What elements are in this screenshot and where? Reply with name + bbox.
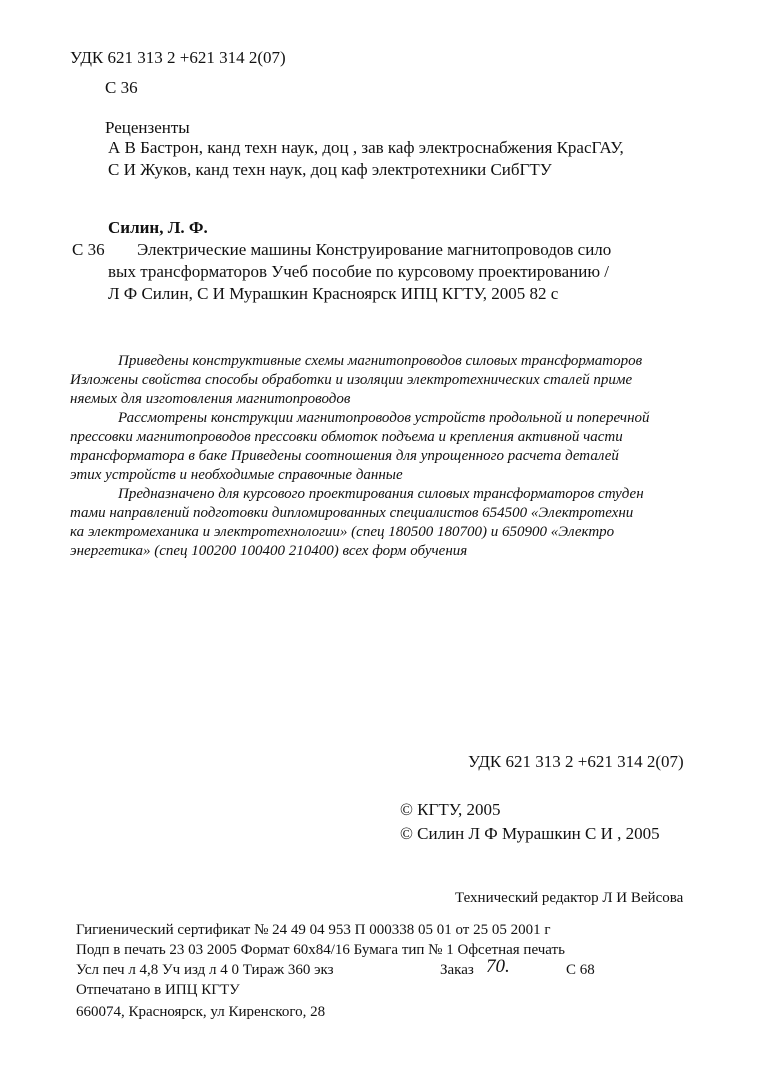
imprint-volume: Усл печ л 4,8 Уч изд л 4 0 Тираж 360 экз [76, 962, 334, 978]
annotation-line: Изложены свойства способы обработки и изоляции электротехнических сталей приме [70, 372, 633, 388]
annotation-line: этих устройств и необходимые справочные данные [70, 467, 403, 483]
book-description-line: Л Ф Силин, С И Мурашкин Красноярск ИПЦ КГТУ, 2005 82 с [108, 284, 559, 303]
annotation-line: тами направлений подготовки дипломированных специалистов 654500 «Электротехни [70, 505, 634, 521]
tech-editor: Технический редактор Л И Вейсова [455, 890, 684, 906]
imprint-order-number: 70. [486, 956, 510, 977]
imprint-printed-at: Отпечатано в ИПЦ КГТУ [76, 982, 240, 998]
reviewer-line: С И Жуков, канд техн наук, доц каф электротехники СибГТУ [108, 160, 552, 179]
annotation-line: прессовки магнитопроводов прессовки обмоток подъема и крепления активной части [70, 429, 623, 445]
book-code: С 36 [72, 240, 105, 259]
annotation [70, 352, 710, 561]
copyright-line: © Силин Л Ф Мурашкин С И , 2005 [400, 824, 660, 843]
imprint-order-code: С 68 [566, 962, 595, 978]
book-description-line: вых трансформаторов Учеб пособие по курсовому проектированию / [108, 262, 609, 281]
book-author: Силин, Л. Ф. [108, 218, 208, 237]
imprint-certificate: Гигиенический сертификат № 24 49 04 953 П 000338 05 01 от 25 05 2001 г [76, 922, 551, 938]
annotation-line: Предназначено для курсового проектирования силовых трансформаторов студен [118, 486, 644, 502]
reviewer-line: А В Бастрон, канд техн наук, доц , зав каф электроснабжения КрасГАУ, [108, 138, 624, 157]
footer-udk: УДК 621 313 2 +621 314 2(07) [468, 752, 684, 771]
annotation-line: Приведены конструктивные схемы магнитопроводов силовых трансформаторов [118, 353, 643, 369]
annotation-line: энергетика» (спец 100200 100400 210400) всех форм обучения [70, 543, 468, 559]
annotation-line: трансформатора в баке Приведены соотношения для упрощенного расчета деталей [70, 448, 619, 464]
imprint-order-label: Заказ [440, 962, 474, 978]
copyright-line: © КГТУ, 2005 [400, 800, 501, 819]
annotation-line: Рассмотрены конструкции магнитопроводов устройств продольной и поперечной [118, 410, 650, 426]
imprint-print-line: Подп в печать 23 03 2005 Формат 60х84/16 Бумага тип № 1 Офсетная печать [76, 942, 565, 958]
book-description-line: Электрические машины Конструирование магнитопроводов сило [137, 240, 612, 259]
annotation-line: няемых для изготовления магнитопроводов [70, 391, 351, 407]
header-udk: УДК 621 313 2 +621 314 2(07) [70, 48, 286, 67]
imprint-address: 660074, Красноярск, ул Киренского, 28 [76, 1004, 326, 1020]
header-code: С 36 [105, 78, 138, 97]
annotation-line: ка электромеханика и электротехнологии» (спец 180500 180700) и 650900 «Электро [70, 524, 615, 540]
reviewers-title: Рецензенты [105, 118, 190, 137]
